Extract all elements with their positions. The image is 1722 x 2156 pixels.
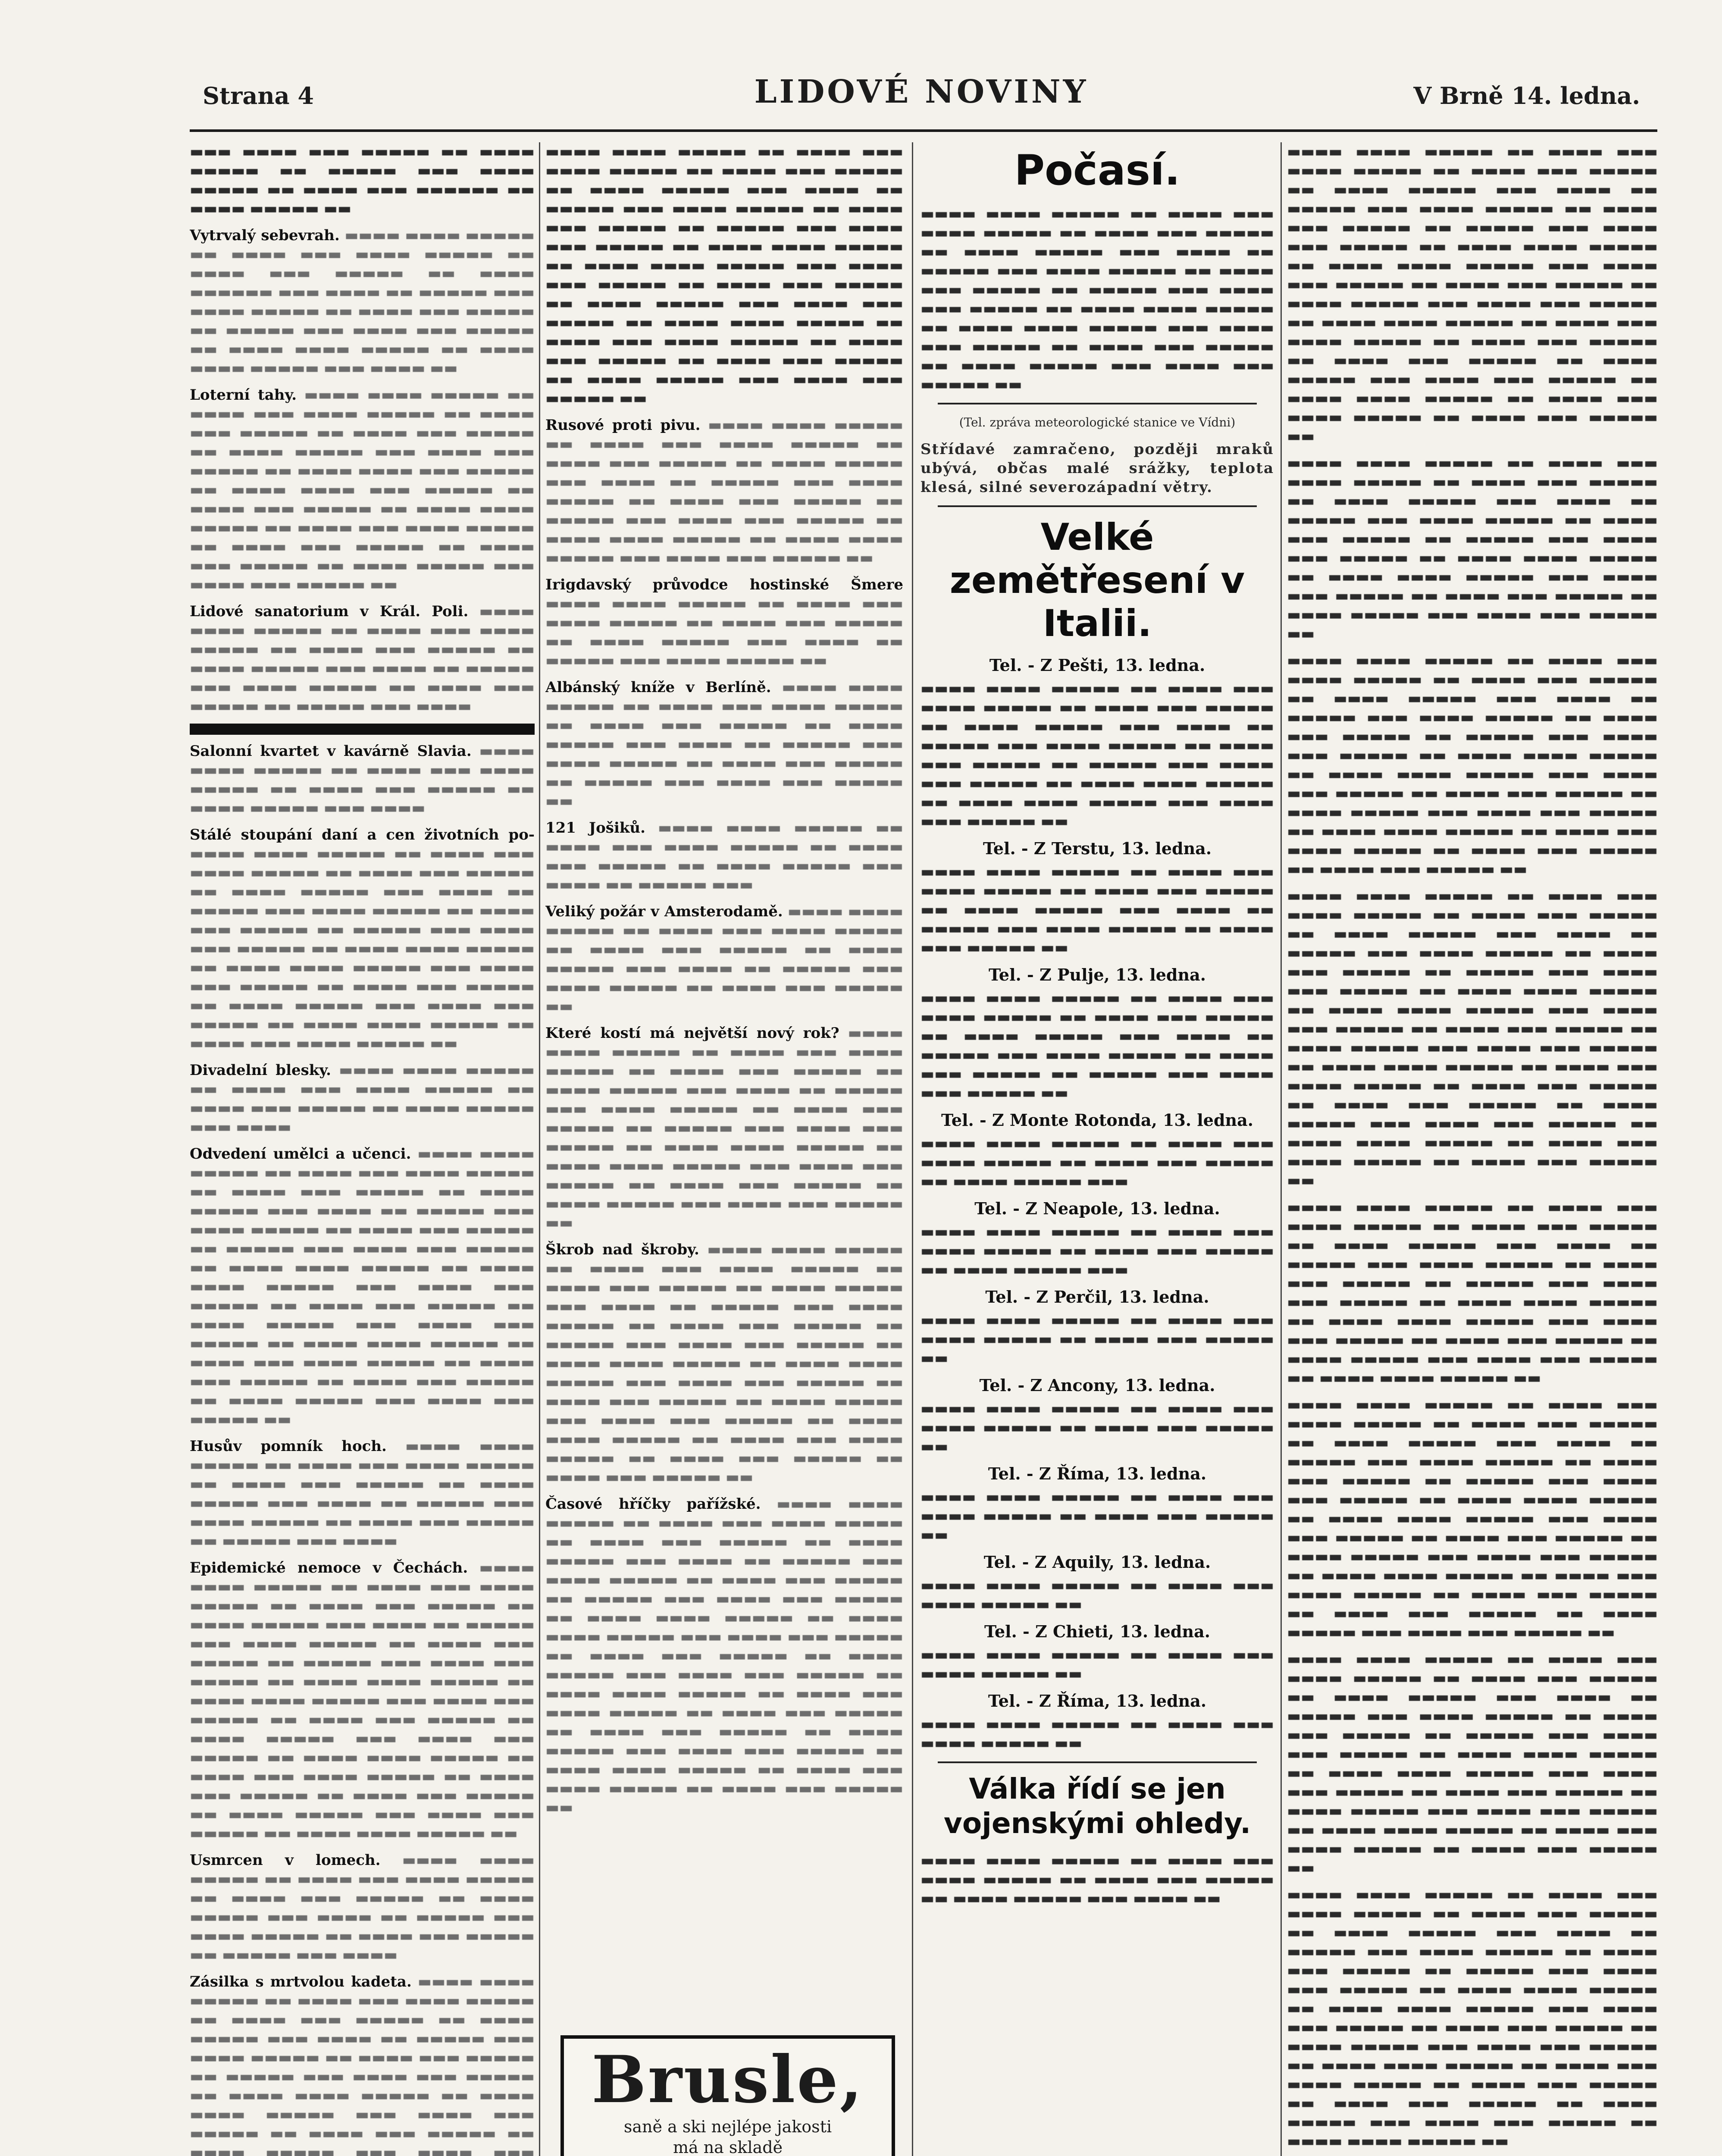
column-divider bbox=[1281, 142, 1282, 2156]
separator-rule bbox=[938, 1761, 1257, 1763]
article-kicker: Odvedení umělci a učenci. bbox=[190, 1145, 411, 1163]
body-text: ▬▬▬▬ ▬▬▬▬ ▬▬▬▬▬ ▬▬ ▬▬▬▬ ▬▬▬ ▬▬▬▬ ▬▬▬▬▬ ▬▬ bbox=[920, 1646, 1274, 1683]
advertisement-box bbox=[560, 2035, 895, 2156]
article-kicker: Loterní tahy. bbox=[190, 386, 297, 404]
body-text: ▬▬▬▬ ▬▬▬▬ ▬▬▬▬▬ ▬▬ ▬▬▬▬ ▬▬▬ ▬▬▬▬ ▬▬▬▬▬ ▬▬ ▬▬▬▬ ▬▬▬ ▬▬▬▬▬ ▬▬ ▬▬▬▬ ▬▬▬▬▬ ▬▬▬ ▬▬▬▬ ▬▬ ▬▬▬▬▬ ▬▬▬ ▬▬▬▬ ▬▬▬▬▬ ▬▬ ▬▬▬▬ ▬▬▬ ▬▬▬▬▬ ▬▬ ▬▬▬▬▬ ▬▬▬ ▬▬▬▬ ▬▬▬ ▬▬▬▬▬ ▬▬ ▬▬▬▬ ▬▬▬▬ ▬▬▬▬▬ ▬▬ ▬▬▬▬ ▬▬▬▬ ▬▬▬▬▬ ▬▬▬ ▬▬▬▬ ▬▬▬ ▬▬▬▬▬ ▬▬ ▬▬▬▬ ▬▬▬ ▬▬▬▬▬ ▬▬ ▬▬▬▬ ▬▬▬▬▬ ▬▬▬ ▬▬▬▬ ▬▬▬ ▬▬▬▬▬ ▬▬ ▬▬▬▬ ▬▬▬▬ ▬▬▬▬▬ ▬▬ ▬▬▬▬ ▬▬▬ ▬▬▬▬ ▬▬▬▬▬ ▬▬ ▬▬▬▬ ▬▬▬ ▬▬▬▬▬ ▬▬ bbox=[1287, 1651, 1658, 1877]
body-text: ▬▬▬▬ ▬▬▬▬ ▬▬▬▬▬ ▬▬ ▬▬▬▬ ▬▬▬ ▬▬▬▬ ▬▬▬▬▬ ▬▬ ▬▬▬▬ ▬▬▬ ▬▬▬▬▬ ▬▬ ▬▬▬▬ ▬▬▬▬▬ ▬▬▬ ▬▬▬▬ ▬▬ ▬▬▬▬▬ ▬▬▬ ▬▬▬▬ ▬▬▬▬▬ ▬▬ ▬▬▬▬ ▬▬▬ ▬▬▬▬▬ ▬▬ bbox=[920, 863, 1274, 956]
article: Lidové sanatorium v Král. Poli. ▬▬▬▬ ▬▬▬▬ ▬▬▬▬▬ ▬▬ ▬▬▬▬ ▬▬▬ ▬▬▬▬ ▬▬▬▬▬ ▬▬ ▬▬▬▬ ▬▬▬ ▬▬▬▬▬ ▬▬ ▬▬▬▬ ▬▬▬▬▬ ▬▬▬ ▬▬▬▬ ▬▬ ▬▬▬▬▬ ▬▬▬ ▬▬▬▬ ▬▬▬▬▬ ▬▬ ▬▬▬▬ ▬▬▬ ▬▬▬▬▬ ▬▬ ▬▬▬▬▬ ▬▬▬ ▬▬▬▬ bbox=[190, 603, 535, 715]
body-text: ▬▬▬▬ ▬▬▬▬ ▬▬▬▬▬ ▬▬ ▬▬▬▬ ▬▬▬ ▬▬▬▬ ▬▬▬▬▬ ▬▬ ▬▬▬▬ ▬▬▬ ▬▬▬▬▬ ▬▬ ▬▬▬▬ ▬▬▬▬▬ ▬▬▬ ▬▬▬▬ ▬▬ ▬▬▬▬▬ ▬▬▬ ▬▬▬▬ ▬▬▬▬▬ ▬▬ ▬▬▬▬ ▬▬▬ ▬▬▬▬▬ ▬▬ ▬▬▬▬▬ ▬▬▬ ▬▬▬▬ ▬▬▬ ▬▬▬▬▬ ▬▬ ▬▬▬▬ ▬▬▬▬ ▬▬▬▬▬ ▬▬ ▬▬▬▬ ▬▬▬▬ ▬▬▬▬▬ ▬▬▬ ▬▬▬▬ ▬▬▬ ▬▬▬▬▬ ▬▬ ▬▬▬▬ ▬▬▬ ▬▬▬▬▬ ▬▬ ▬▬▬▬ ▬▬▬▬▬ ▬▬▬ ▬▬▬▬ ▬▬▬ ▬▬▬▬▬ ▬▬ ▬▬▬▬ ▬▬▬▬ ▬▬▬▬▬ ▬▬ ▬▬▬▬ ▬▬▬ ▬▬▬▬ ▬▬▬▬▬ ▬▬ ▬▬▬▬ ▬▬▬ ▬▬▬▬▬ ▬▬ ▬▬▬▬ ▬▬▬ ▬▬▬▬▬ ▬▬ bbox=[1287, 652, 1658, 878]
article: Časové hříčky pařížské. ▬▬▬▬ ▬▬▬▬ ▬▬▬▬▬ ▬▬ ▬▬▬▬ ▬▬▬ ▬▬▬▬ ▬▬▬▬▬ ▬▬ ▬▬▬▬ ▬▬▬ ▬▬▬▬▬ ▬▬ ▬▬▬▬ ▬▬▬▬▬ ▬▬▬ ▬▬▬▬ ▬▬ ▬▬▬▬▬ ▬▬▬ ▬▬▬▬ ▬▬▬▬▬ ▬▬ ▬▬▬▬ ▬▬▬ ▬▬▬▬▬ ▬▬ ▬▬▬▬▬ ▬▬▬ ▬▬▬▬ ▬▬▬ ▬▬▬▬▬ ▬▬ ▬▬▬▬ ▬▬▬▬ ▬▬▬▬▬ ▬▬ ▬▬▬▬ ▬▬▬▬ ▬▬▬▬▬ ▬▬▬ ▬▬▬▬ ▬▬▬ ▬▬▬▬▬ ▬▬ ▬▬▬▬ ▬▬▬ ▬▬▬▬▬ ▬▬ ▬▬▬▬ ▬▬▬▬▬ ▬▬▬ ▬▬▬▬ ▬▬▬ ▬▬▬▬▬ ▬▬ ▬▬▬▬ ▬▬▬▬ ▬▬▬▬▬ ▬▬ ▬▬▬▬ ▬▬▬ ▬▬▬▬ ▬▬▬▬▬ ▬▬ ▬▬▬▬ ▬▬▬ ▬▬▬▬▬ ▬▬ ▬▬▬▬ ▬▬▬ ▬▬▬▬▬ ▬▬ ▬▬▬▬ ▬▬▬▬▬ ▬▬▬ ▬▬▬▬ ▬▬▬ ▬▬▬▬▬ ▬▬ ▬▬▬▬ ▬▬▬▬ ▬▬▬▬▬ ▬▬ ▬▬▬▬ ▬▬▬ ▬▬▬▬ ▬▬▬▬▬ ▬▬ ▬▬▬▬ ▬▬▬ ▬▬▬▬▬ ▬▬ bbox=[545, 1495, 903, 1816]
article: Albánský kníže v Berlíně. ▬▬▬▬ ▬▬▬▬ ▬▬▬▬▬ ▬▬ ▬▬▬▬ ▬▬▬ ▬▬▬▬ ▬▬▬▬▬ ▬▬ ▬▬▬▬ ▬▬▬ ▬▬▬▬▬ ▬▬ ▬▬▬▬ ▬▬▬▬▬ ▬▬▬ ▬▬▬▬ ▬▬ ▬▬▬▬▬ ▬▬▬ ▬▬▬▬ ▬▬▬▬▬ ▬▬ ▬▬▬▬ ▬▬▬ ▬▬▬▬▬ ▬▬ ▬▬▬▬▬ ▬▬▬ ▬▬▬▬ ▬▬▬ ▬▬▬▬▬ ▬▬ bbox=[545, 679, 903, 810]
separator-rule bbox=[938, 403, 1257, 404]
column-1 bbox=[190, 142, 535, 2156]
body-text: ▬▬▬▬ ▬▬▬▬ ▬▬▬▬▬ ▬▬ ▬▬▬▬ ▬▬▬ ▬▬▬▬ ▬▬▬▬▬ ▬▬ ▬▬▬▬ ▬▬▬ ▬▬▬▬▬ ▬▬ bbox=[920, 1489, 1274, 1544]
article-kicker: Škrob nad škroby. bbox=[545, 1241, 699, 1258]
article: Zásilka s mrtvolou kadeta. ▬▬▬▬ ▬▬▬▬ ▬▬▬▬▬ ▬▬ ▬▬▬▬ ▬▬▬ ▬▬▬▬ ▬▬▬▬▬ ▬▬ ▬▬▬▬ ▬▬▬ ▬▬▬▬▬ ▬▬ ▬▬▬▬ ▬▬▬▬▬ ▬▬▬ ▬▬▬▬ ▬▬ ▬▬▬▬▬ ▬▬▬ ▬▬▬▬ ▬▬▬▬▬ ▬▬ ▬▬▬▬ ▬▬▬ ▬▬▬▬▬ ▬▬ ▬▬▬▬▬ ▬▬▬ ▬▬▬▬ ▬▬▬ ▬▬▬▬▬ ▬▬ ▬▬▬▬ ▬▬▬▬ ▬▬▬▬▬ ▬▬ ▬▬▬▬ ▬▬▬▬ ▬▬▬▬▬ ▬▬▬ ▬▬▬▬ ▬▬▬ ▬▬▬▬▬ ▬▬ ▬▬▬▬ ▬▬▬ ▬▬▬▬▬ ▬▬ ▬▬▬▬ ▬▬▬▬▬ ▬▬▬ ▬▬▬▬ ▬▬▬ bbox=[190, 1973, 535, 2156]
header-rule bbox=[190, 129, 1657, 132]
article: Odvedení umělci a učenci. ▬▬▬▬ ▬▬▬▬ ▬▬▬▬▬ ▬▬ ▬▬▬▬ ▬▬▬ ▬▬▬▬ ▬▬▬▬▬ ▬▬ ▬▬▬▬ ▬▬▬ ▬▬▬▬▬ ▬▬ ▬▬▬▬ ▬▬▬▬▬ ▬▬▬ ▬▬▬▬ ▬▬ ▬▬▬▬▬ ▬▬▬ ▬▬▬▬ ▬▬▬▬▬ ▬▬ ▬▬▬▬ ▬▬▬ ▬▬▬▬▬ ▬▬ ▬▬▬▬▬ ▬▬▬ ▬▬▬▬ ▬▬▬ ▬▬▬▬▬ ▬▬ ▬▬▬▬ ▬▬▬▬ ▬▬▬▬▬ ▬▬ ▬▬▬▬ ▬▬▬▬ ▬▬▬▬▬ ▬▬▬ ▬▬▬▬ ▬▬▬ ▬▬▬▬▬ ▬▬ ▬▬▬▬ ▬▬▬ ▬▬▬▬▬ ▬▬ ▬▬▬▬ ▬▬▬▬▬ ▬▬▬ ▬▬▬▬ ▬▬▬ ▬▬▬▬▬ ▬▬ ▬▬▬▬ ▬▬▬▬ ▬▬▬▬▬ ▬▬ ▬▬▬▬ ▬▬▬ ▬▬▬▬ ▬▬▬▬▬ ▬▬ ▬▬▬▬ ▬▬▬ ▬▬▬▬▬ ▬▬ ▬▬▬▬ ▬▬▬ ▬▬▬▬▬ ▬▬ ▬▬▬▬ ▬▬▬▬▬ ▬▬▬ ▬▬▬▬ ▬▬▬ ▬▬▬▬▬ ▬▬ bbox=[190, 1145, 535, 1428]
body-text: ▬▬▬▬ ▬▬▬▬ ▬▬▬▬▬ ▬▬ ▬▬▬▬ ▬▬▬ ▬▬▬▬ ▬▬▬▬▬ ▬▬ ▬▬▬▬ ▬▬▬ ▬▬▬▬▬ ▬▬ ▬▬▬▬ ▬▬▬▬▬ ▬▬▬ ▬▬▬▬ ▬▬ ▬▬▬▬▬ ▬▬▬ ▬▬▬▬ ▬▬▬▬▬ ▬▬ ▬▬▬▬ ▬▬▬ ▬▬▬▬▬ ▬▬ ▬▬▬▬▬ ▬▬▬ ▬▬▬▬ ▬▬▬ ▬▬▬▬▬ ▬▬ ▬▬▬▬ ▬▬▬▬ ▬▬▬▬▬ ▬▬ ▬▬▬▬ ▬▬▬▬ ▬▬▬▬▬ ▬▬▬ ▬▬▬▬ ▬▬▬ ▬▬▬▬▬ ▬▬ ▬▬▬▬ ▬▬▬ ▬▬▬▬▬ ▬▬ ▬▬▬▬ ▬▬▬▬▬ ▬▬▬ ▬▬▬▬ ▬▬▬ ▬▬▬▬▬ ▬▬ ▬▬▬▬ ▬▬▬▬ ▬▬▬▬▬ ▬▬ ▬▬▬▬ ▬▬▬ ▬▬▬▬ ▬▬▬▬▬ ▬▬ ▬▬▬▬ ▬▬▬ ▬▬▬▬▬ ▬▬ ▬▬▬▬ ▬▬▬ ▬▬▬▬▬ ▬▬ ▬▬▬▬ ▬▬▬▬▬ ▬▬▬ ▬▬▬▬ ▬▬▬ ▬▬▬▬▬ ▬▬ bbox=[545, 143, 903, 407]
news-dateline: Tel. - Z Pešti, 13. ledna. bbox=[989, 655, 1205, 675]
article: Vytrvalý sebevrah. ▬▬▬▬ ▬▬▬▬ ▬▬▬▬▬ ▬▬ ▬▬▬▬ ▬▬▬ ▬▬▬▬ ▬▬▬▬▬ ▬▬ ▬▬▬▬ ▬▬▬ ▬▬▬▬▬ ▬▬ ▬▬▬▬ ▬▬▬▬▬▬ ▬▬▬ ▬▬▬▬ ▬▬ ▬▬▬▬▬ ▬▬▬ ▬▬▬▬ ▬▬▬▬▬ ▬▬ ▬▬▬▬ ▬▬▬ ▬▬▬▬▬ ▬▬ ▬▬▬▬▬ ▬▬▬ ▬▬▬▬ ▬▬▬ ▬▬▬▬▬ ▬▬ ▬▬▬▬ ▬▬▬▬ ▬▬▬▬▬ ▬▬ ▬▬▬▬ ▬▬▬▬ ▬▬▬▬▬ ▬▬▬ ▬▬▬▬ ▬▬ bbox=[190, 227, 535, 377]
news-dateline: Tel. - Z Neapole, 13. ledna. bbox=[974, 1199, 1220, 1218]
article-kicker: Husův pomník hoch. bbox=[190, 1438, 387, 1455]
column-2 bbox=[545, 142, 903, 2156]
news-dateline: Tel. - Z Říma, 13. ledna. bbox=[988, 1464, 1207, 1483]
weather-station: (Tel. zpráva meteorologické stanice ve Vídni) bbox=[959, 415, 1236, 429]
body-text: ▬▬▬▬ ▬▬▬▬ ▬▬▬▬▬ ▬▬ ▬▬▬▬ ▬▬▬ ▬▬▬▬ ▬▬▬▬▬ ▬▬ ▬▬▬▬ ▬▬▬ ▬▬▬▬▬ ▬▬ bbox=[920, 1312, 1274, 1367]
body-text: ▬▬▬▬ ▬▬▬▬ ▬▬▬▬▬ ▬▬ ▬▬▬▬ ▬▬▬ ▬▬▬▬ ▬▬▬▬▬ ▬▬ ▬▬▬▬ ▬▬▬ ▬▬▬▬▬ ▬▬ ▬▬▬▬ ▬▬▬▬▬ ▬▬▬ bbox=[920, 1223, 1274, 1279]
page-header bbox=[203, 65, 1640, 112]
weather-forecast: Střídavé zamračeno, později mraků ubývá, občas malé srážky, teplota klesá, silné severozápadní větry. bbox=[920, 441, 1274, 496]
column-divider bbox=[539, 142, 540, 2156]
article: 121 Jošiků. ▬▬▬▬ ▬▬▬▬ ▬▬▬▬▬ ▬▬ ▬▬▬▬ ▬▬▬ ▬▬▬▬ ▬▬▬▬▬ ▬▬ ▬▬▬▬ ▬▬▬ ▬▬▬▬▬ ▬▬ ▬▬▬▬ ▬▬▬▬▬ ▬▬▬ ▬▬▬▬ ▬▬ ▬▬▬▬▬ ▬▬▬ bbox=[545, 819, 903, 893]
body-text: ▬▬▬▬ ▬▬▬▬ ▬▬▬▬▬ ▬▬ ▬▬▬▬ ▬▬▬ ▬▬▬▬ ▬▬▬▬▬ ▬▬ ▬▬▬▬ ▬▬▬ ▬▬▬▬▬ ▬▬ ▬▬▬▬ ▬▬▬▬▬ ▬▬▬ ▬▬▬▬ ▬▬ ▬▬▬▬▬ ▬▬▬ ▬▬▬▬ ▬▬▬▬▬ ▬▬ ▬▬▬▬ ▬▬▬ ▬▬▬▬▬ ▬▬ ▬▬▬▬▬ ▬▬▬ ▬▬▬▬ ▬▬▬ ▬▬▬▬▬ ▬▬ ▬▬▬▬ ▬▬▬▬ ▬▬▬▬▬ ▬▬ ▬▬▬▬ ▬▬▬▬ ▬▬▬▬▬ ▬▬▬ ▬▬▬▬ ▬▬▬ ▬▬▬▬▬ ▬▬ ▬▬▬▬ ▬▬▬ ▬▬▬▬▬ ▬▬ ▬▬▬▬ ▬▬▬▬▬ ▬▬▬ ▬▬▬▬ ▬▬▬ ▬▬▬▬▬ ▬▬ ▬▬▬▬ ▬▬▬▬ ▬▬▬▬▬ ▬▬ bbox=[1287, 1199, 1658, 1387]
article-kicker: Veliký požár v Amsterodamě. bbox=[545, 903, 783, 920]
body-text: ▬▬▬▬ ▬▬▬▬ ▬▬▬▬▬ ▬▬ ▬▬▬▬ ▬▬▬ ▬▬▬▬ ▬▬▬▬▬ ▬▬ ▬▬▬▬ ▬▬▬ ▬▬▬▬▬ ▬▬ ▬▬▬▬ ▬▬▬▬▬ ▬▬▬ ▬▬▬▬ ▬▬ ▬▬▬▬▬ ▬▬▬ ▬▬▬▬ ▬▬▬▬▬ ▬▬ ▬▬▬▬ ▬▬▬ ▬▬▬▬▬ ▬▬ ▬▬▬▬▬ ▬▬▬ ▬▬▬▬ ▬▬▬ ▬▬▬▬▬ ▬▬ ▬▬▬▬ ▬▬▬▬ ▬▬▬▬▬ ▬▬ ▬▬▬▬ ▬▬▬▬ ▬▬▬▬▬ ▬▬▬ ▬▬▬▬ ▬▬▬ ▬▬▬▬▬ ▬▬ ▬▬▬▬ ▬▬▬ ▬▬▬▬▬ ▬▬ ▬▬▬▬ ▬▬▬▬▬ ▬▬▬ ▬▬▬▬ ▬▬▬ ▬▬▬▬▬ ▬▬ bbox=[920, 205, 1274, 393]
column-4 bbox=[1287, 142, 1658, 2156]
war-headline: Válka řídí se jen vojenskými ohledy. bbox=[943, 1772, 1251, 1840]
article-kicker: Divadelní blesky. bbox=[190, 1062, 332, 1079]
article: Usmrcen v lomech. ▬▬▬▬ ▬▬▬▬ ▬▬▬▬▬ ▬▬ ▬▬▬▬ ▬▬▬ ▬▬▬▬ ▬▬▬▬▬ ▬▬ ▬▬▬▬ ▬▬▬ ▬▬▬▬▬ ▬▬ ▬▬▬▬ ▬▬▬▬▬ ▬▬▬ ▬▬▬▬ ▬▬ ▬▬▬▬▬ ▬▬▬ ▬▬▬▬ ▬▬▬▬▬ ▬▬ ▬▬▬▬ ▬▬▬ ▬▬▬▬▬ ▬▬ ▬▬▬▬▬ ▬▬▬ ▬▬▬▬ bbox=[190, 1852, 535, 1964]
separator-bar bbox=[190, 724, 535, 735]
news-dateline: Tel. - Z Chieti, 13. ledna. bbox=[984, 1622, 1210, 1641]
article: Loterní tahy. ▬▬▬▬ ▬▬▬▬ ▬▬▬▬▬ ▬▬ ▬▬▬▬ ▬▬▬ ▬▬▬▬ ▬▬▬▬▬ ▬▬ ▬▬▬▬ ▬▬▬ ▬▬▬▬▬ ▬▬ ▬▬▬▬ ▬▬▬ ▬▬▬▬▬ ▬▬ ▬▬▬▬ ▬▬▬▬▬ ▬▬▬ ▬▬▬▬ ▬▬▬ ▬▬▬▬▬ ▬▬ ▬▬▬▬ ▬▬▬▬ ▬▬▬ ▬▬▬▬▬ ▬▬ ▬▬▬▬ ▬▬▬▬ ▬▬▬ ▬▬▬▬▬ ▬▬ ▬▬▬▬ ▬▬▬ ▬▬▬▬▬ ▬▬ ▬▬▬▬ ▬▬▬▬ ▬▬▬▬▬ ▬▬ ▬▬▬▬ ▬▬▬ ▬▬▬▬ ▬▬▬▬▬ ▬▬ ▬▬▬▬ ▬▬▬ ▬▬▬▬▬ ▬▬ ▬▬▬▬ ▬▬▬ ▬▬▬▬▬ ▬▬ ▬▬▬▬ ▬▬▬▬▬ ▬▬▬ ▬▬▬▬ ▬▬▬ ▬▬▬▬▬ ▬▬ bbox=[190, 386, 535, 593]
body-text: ▬▬▬▬ ▬▬▬▬ ▬▬▬▬▬ ▬▬ ▬▬▬▬ ▬▬▬ ▬▬▬▬ ▬▬▬▬▬ ▬▬ ▬▬▬▬ ▬▬▬ ▬▬▬▬▬ ▬▬ ▬▬▬▬ ▬▬▬▬▬ ▬▬▬ ▬▬▬▬ ▬▬ ▬▬▬▬▬ ▬▬▬ ▬▬▬▬ ▬▬▬▬▬ ▬▬ ▬▬▬▬ ▬▬▬ ▬▬▬▬▬ ▬▬ ▬▬▬▬▬ ▬▬▬ ▬▬▬▬ ▬▬▬ ▬▬▬▬▬ ▬▬ ▬▬▬▬ ▬▬▬▬ ▬▬▬▬▬ ▬▬ ▬▬▬▬ ▬▬▬▬ ▬▬▬▬▬ ▬▬▬ ▬▬▬▬ ▬▬▬ ▬▬▬▬▬ ▬▬ bbox=[920, 680, 1274, 830]
body-text: ▬▬▬▬ ▬▬▬▬ ▬▬▬▬▬ ▬▬ ▬▬▬▬ ▬▬▬ ▬▬▬▬ ▬▬▬▬▬ ▬▬ ▬▬▬▬ ▬▬▬ ▬▬▬▬▬ ▬▬ ▬▬▬▬ ▬▬▬▬▬ ▬▬▬ ▬▬▬▬ ▬▬ ▬▬▬▬▬ ▬▬▬ ▬▬▬▬ ▬▬▬▬▬ ▬▬ ▬▬▬▬ ▬▬▬ ▬▬▬▬▬ ▬▬ ▬▬▬▬▬ ▬▬▬ ▬▬▬▬ ▬▬▬ ▬▬▬▬▬ ▬▬ ▬▬▬▬ ▬▬▬▬ ▬▬▬▬▬ ▬▬ ▬▬▬▬ ▬▬▬▬ ▬▬▬▬▬ ▬▬▬ ▬▬▬▬ ▬▬▬ ▬▬▬▬▬ ▬▬ ▬▬▬▬ ▬▬▬ ▬▬▬▬▬ ▬▬ ▬▬▬▬ ▬▬▬▬▬ ▬▬▬ ▬▬▬▬ ▬▬▬ ▬▬▬▬▬ ▬▬ ▬▬▬▬ ▬▬▬▬ ▬▬▬▬▬ ▬▬ ▬▬▬▬ ▬▬▬ ▬▬▬▬ ▬▬▬▬▬ ▬▬ ▬▬▬▬ ▬▬▬ ▬▬▬▬▬ ▬▬ ▬▬▬▬ ▬▬▬ ▬▬▬▬▬ ▬▬ ▬▬▬▬ ▬▬▬▬▬ ▬▬▬ ▬▬▬▬ ▬▬▬ ▬▬▬▬▬ ▬▬ ▬▬▬▬ ▬▬▬▬ ▬▬▬▬▬ ▬▬ ▬▬▬▬ ▬▬▬ ▬▬▬▬ ▬▬▬▬▬ ▬▬ ▬▬▬▬ ▬▬▬ ▬▬▬▬▬ ▬▬ bbox=[1287, 887, 1658, 1189]
article: Které kostí má největší nový rok? ▬▬▬▬ ▬▬▬▬ ▬▬▬▬▬ ▬▬ ▬▬▬▬ ▬▬▬ ▬▬▬▬ ▬▬▬▬▬ ▬▬ ▬▬▬▬ ▬▬▬ ▬▬▬▬▬ ▬▬ ▬▬▬▬ ▬▬▬▬▬ ▬▬▬ ▬▬▬▬ ▬▬ ▬▬▬▬▬ ▬▬▬ ▬▬▬▬ ▬▬▬▬▬ ▬▬ ▬▬▬▬ ▬▬▬ ▬▬▬▬▬ ▬▬ ▬▬▬▬▬ ▬▬▬ ▬▬▬▬ ▬▬▬ ▬▬▬▬▬ ▬▬ ▬▬▬▬ ▬▬▬▬ ▬▬▬▬▬ ▬▬ ▬▬▬▬ ▬▬▬▬ ▬▬▬▬▬ ▬▬▬ ▬▬▬▬ ▬▬▬ ▬▬▬▬▬ ▬▬ ▬▬▬▬ ▬▬▬ ▬▬▬▬▬ ▬▬ ▬▬▬▬ ▬▬▬▬▬ ▬▬▬ ▬▬▬▬ ▬▬▬ ▬▬▬▬▬ ▬▬ bbox=[545, 1025, 903, 1232]
news-dateline: Tel. - Z Pulje, 13. ledna. bbox=[989, 965, 1206, 984]
body-text: ▬▬▬▬ ▬▬▬▬ ▬▬▬▬▬ ▬▬ ▬▬▬▬ ▬▬▬ ▬▬▬▬ ▬▬▬▬▬ ▬▬ ▬▬▬▬ ▬▬▬ ▬▬▬▬▬ ▬▬ ▬▬▬▬ ▬▬▬▬▬ ▬▬▬ ▬▬▬▬ ▬▬ ▬▬▬▬▬ ▬▬▬ ▬▬▬▬ ▬▬▬▬▬ ▬▬ ▬▬▬▬ ▬▬▬ ▬▬▬▬▬ ▬▬ ▬▬▬▬▬ ▬▬▬ ▬▬▬▬ ▬▬▬ ▬▬▬▬▬ ▬▬ ▬▬▬▬ ▬▬▬▬ ▬▬▬▬▬ ▬▬ ▬▬▬▬ ▬▬▬▬ ▬▬▬▬▬ ▬▬▬ ▬▬▬▬ ▬▬▬ ▬▬▬▬▬ ▬▬ ▬▬▬▬ ▬▬▬ ▬▬▬▬▬ ▬▬ ▬▬▬▬ ▬▬▬▬▬ ▬▬▬ ▬▬▬▬ ▬▬▬ ▬▬▬▬▬ ▬▬ bbox=[1287, 454, 1658, 642]
article-kicker: Stálé stoupání daní a cen životních po- bbox=[190, 826, 535, 843]
ad-brand: Brusle, bbox=[592, 2042, 864, 2118]
body-text: ▬▬▬▬ ▬▬▬▬ ▬▬▬▬▬ ▬▬ ▬▬▬▬ ▬▬▬ ▬▬▬▬ ▬▬▬▬▬ ▬▬ ▬▬▬▬ ▬▬▬ ▬▬▬▬▬ ▬▬ ▬▬▬▬ ▬▬▬▬▬ ▬▬▬ ▬▬▬▬ ▬▬ ▬▬▬▬▬ ▬▬▬ ▬▬▬▬ ▬▬▬▬▬ ▬▬ ▬▬▬▬ ▬▬▬ ▬▬▬▬▬ ▬▬ ▬▬▬▬▬ ▬▬▬ ▬▬▬▬ ▬▬▬ ▬▬▬▬▬ ▬▬ bbox=[920, 990, 1274, 1102]
issue-dateline: V Brně 14. ledna. bbox=[1413, 82, 1640, 110]
article-kicker: Lidové sanatorium v Král. Poli. bbox=[190, 603, 469, 620]
body-text: ▬▬▬▬ ▬▬▬▬ ▬▬▬▬▬ ▬▬ ▬▬▬▬ ▬▬▬ ▬▬▬▬ ▬▬▬▬▬ ▬▬ ▬▬▬▬ ▬▬▬ ▬▬▬▬▬ ▬▬ ▬▬▬▬ ▬▬▬▬▬ ▬▬▬ ▬▬▬▬ ▬▬ ▬▬▬▬▬ ▬▬▬ ▬▬▬▬ ▬▬▬▬▬ ▬▬ ▬▬▬▬ ▬▬▬ ▬▬▬▬▬ ▬▬ ▬▬▬▬▬ ▬▬▬ ▬▬▬▬ ▬▬▬ ▬▬▬▬▬ ▬▬ ▬▬▬▬ ▬▬▬▬ ▬▬▬▬▬ ▬▬ ▬▬▬▬ ▬▬▬▬ ▬▬▬▬▬ ▬▬▬ ▬▬▬▬ ▬▬▬ ▬▬▬▬▬ ▬▬ ▬▬▬▬ ▬▬▬ ▬▬▬▬▬ ▬▬ ▬▬▬▬ ▬▬▬▬▬ ▬▬▬ ▬▬▬▬ ▬▬▬ ▬▬▬▬▬ ▬▬ ▬▬▬▬ ▬▬▬▬ ▬▬▬▬▬ ▬▬ ▬▬▬▬ ▬▬▬ ▬▬▬▬ ▬▬▬▬▬ ▬▬ ▬▬▬▬ ▬▬▬ ▬▬▬▬▬ ▬▬ ▬▬▬▬ ▬▬▬ ▬▬▬▬▬ ▬▬ ▬▬▬▬ ▬▬▬▬▬ ▬▬▬ ▬▬▬▬ ▬▬▬ ▬▬▬▬▬ ▬▬ bbox=[1287, 1396, 1658, 1641]
weather-headline: Počasí. bbox=[1014, 146, 1180, 194]
body-text: ▬▬▬ ▬▬▬▬ ▬▬▬ ▬▬▬▬▬ ▬▬ ▬▬▬▬ ▬▬▬▬▬ ▬▬ ▬▬▬▬▬ ▬▬▬ ▬▬▬▬ ▬▬▬▬▬ ▬▬ ▬▬▬▬ ▬▬▬ ▬▬▬▬▬▬ ▬▬ ▬▬▬▬ ▬▬▬▬▬ ▬▬ bbox=[190, 143, 535, 217]
column-3 bbox=[920, 142, 1274, 2156]
news-dateline: Tel. - Z Ancony, 13. ledna. bbox=[979, 1376, 1215, 1395]
article-kicker: Zásilka s mrtvolou kadeta. bbox=[190, 1973, 412, 1990]
article-kicker: Epidemické nemoce v Čechách. bbox=[190, 1559, 468, 1576]
article-kicker: 121 Jošiků. bbox=[545, 819, 645, 837]
body-text: ▬▬▬▬ ▬▬▬▬ ▬▬▬▬▬ ▬▬ ▬▬▬▬ ▬▬▬ ▬▬▬▬ ▬▬▬▬▬ ▬▬ ▬▬▬▬ ▬▬▬ ▬▬▬▬▬ ▬▬ ▬▬▬▬ ▬▬▬▬▬ ▬▬▬ bbox=[920, 1135, 1274, 1190]
article: Škrob nad škroby. ▬▬▬▬ ▬▬▬▬ ▬▬▬▬▬ ▬▬ ▬▬▬▬ ▬▬▬ ▬▬▬▬ ▬▬▬▬▬ ▬▬ ▬▬▬▬ ▬▬▬ ▬▬▬▬▬ ▬▬ ▬▬▬▬ ▬▬▬▬▬ ▬▬▬ ▬▬▬▬ ▬▬ ▬▬▬▬▬ ▬▬▬ ▬▬▬▬ ▬▬▬▬▬ ▬▬ ▬▬▬▬ ▬▬▬ ▬▬▬▬▬ ▬▬ ▬▬▬▬▬ ▬▬▬ ▬▬▬▬ ▬▬▬ ▬▬▬▬▬ ▬▬ ▬▬▬▬ ▬▬▬▬ ▬▬▬▬▬ ▬▬ ▬▬▬▬ ▬▬▬▬ ▬▬▬▬▬ ▬▬▬ ▬▬▬▬ ▬▬▬ ▬▬▬▬▬ ▬▬ ▬▬▬▬ ▬▬▬ ▬▬▬▬▬ ▬▬ ▬▬▬▬ ▬▬▬▬▬ ▬▬▬ ▬▬▬▬ ▬▬▬ ▬▬▬▬▬ ▬▬ ▬▬▬▬ ▬▬▬▬ ▬▬▬▬▬ ▬▬ ▬▬▬▬ ▬▬▬ ▬▬▬▬ ▬▬▬▬▬ ▬▬ ▬▬▬▬ ▬▬▬ ▬▬▬▬▬ ▬▬ ▬▬▬▬ ▬▬▬ ▬▬▬▬▬ ▬▬ bbox=[545, 1241, 903, 1486]
article: Divadelní blesky. ▬▬▬▬ ▬▬▬▬ ▬▬▬▬▬ ▬▬ ▬▬▬▬ ▬▬▬ ▬▬▬▬ ▬▬▬▬▬ ▬▬ ▬▬▬▬ ▬▬▬ ▬▬▬▬▬ ▬▬ ▬▬▬▬ ▬▬▬▬▬ ▬▬▬ ▬▬▬▬ bbox=[190, 1062, 535, 1136]
masthead-title: LIDOVÉ NOVINY bbox=[754, 73, 1089, 110]
article: Husův pomník hoch. ▬▬▬▬ ▬▬▬▬ ▬▬▬▬▬ ▬▬ ▬▬▬▬ ▬▬▬ ▬▬▬▬ ▬▬▬▬▬ ▬▬ ▬▬▬▬ ▬▬▬ ▬▬▬▬▬ ▬▬ ▬▬▬▬ ▬▬▬▬▬ ▬▬▬ ▬▬▬▬ ▬▬ ▬▬▬▬▬ ▬▬▬ ▬▬▬▬ ▬▬▬▬▬ ▬▬ ▬▬▬▬ ▬▬▬ ▬▬▬▬▬ ▬▬ ▬▬▬▬▬ ▬▬▬ ▬▬▬▬ bbox=[190, 1438, 535, 1550]
earthquake-headline: Velké zemětřesení v Italii. bbox=[949, 516, 1245, 645]
body-text: ▬▬▬▬ ▬▬▬▬ ▬▬▬▬▬ ▬▬ ▬▬▬▬ ▬▬▬ ▬▬▬▬ ▬▬▬▬▬ ▬▬ ▬▬▬▬ ▬▬▬ ▬▬▬▬▬ ▬▬ bbox=[920, 1400, 1274, 1455]
body-text: ▬▬▬▬ ▬▬▬▬ ▬▬▬▬▬ ▬▬ ▬▬▬▬ ▬▬▬ ▬▬▬▬ ▬▬▬▬▬ ▬▬ bbox=[920, 1577, 1274, 1613]
body-text: ▬▬▬▬ ▬▬▬▬ ▬▬▬▬▬ ▬▬ ▬▬▬▬ ▬▬▬ ▬▬▬▬ ▬▬▬▬▬ ▬▬ ▬▬▬▬ ▬▬▬ ▬▬▬▬▬ ▬▬ ▬▬▬▬ ▬▬▬▬▬ ▬▬▬ ▬▬▬▬ ▬▬ ▬▬▬▬▬ ▬▬▬ ▬▬▬▬ ▬▬▬▬▬ ▬▬ ▬▬▬▬ ▬▬▬ ▬▬▬▬▬ ▬▬ ▬▬▬▬▬ ▬▬▬ ▬▬▬▬ ▬▬▬ ▬▬▬▬▬ ▬▬ ▬▬▬▬ ▬▬▬▬ ▬▬▬▬▬ ▬▬ ▬▬▬▬ ▬▬▬▬ ▬▬▬▬▬ ▬▬▬ ▬▬▬▬ ▬▬▬ ▬▬▬▬▬ ▬▬ ▬▬▬▬ ▬▬▬ ▬▬▬▬▬ ▬▬ ▬▬▬▬ ▬▬▬▬▬ ▬▬▬ ▬▬▬▬ ▬▬▬ ▬▬▬▬▬ ▬▬ ▬▬▬▬ ▬▬▬▬ ▬▬▬▬▬ ▬▬ ▬▬▬▬ ▬▬▬ ▬▬▬▬ ▬▬▬▬▬ ▬▬ ▬▬▬▬ ▬▬▬ ▬▬▬▬▬ ▬▬ ▬▬▬▬ ▬▬▬ ▬▬▬▬▬ ▬▬ ▬▬▬▬ ▬▬▬▬▬ ▬▬▬ ▬▬▬▬ ▬▬▬ ▬▬▬▬▬ ▬▬ ▬▬▬▬ ▬▬▬▬ ▬▬▬▬▬ ▬▬ ▬▬▬▬ ▬▬▬ ▬▬▬▬ ▬▬▬▬▬ ▬▬ ▬▬▬▬ ▬▬▬ ▬▬▬▬▬ ▬▬ bbox=[1287, 143, 1658, 445]
column-divider bbox=[912, 142, 913, 2156]
separator-rule bbox=[938, 505, 1257, 507]
article: Stálé stoupání daní a cen životních po- ▬▬▬▬ ▬▬▬▬ ▬▬▬▬▬ ▬▬ ▬▬▬▬ ▬▬▬ ▬▬▬▬ ▬▬▬▬▬ ▬▬ ▬▬▬▬ ▬▬▬ ▬▬▬▬▬ ▬▬ ▬▬▬▬ ▬▬▬▬▬ ▬▬▬ ▬▬▬▬ ▬▬ ▬▬▬▬▬ ▬▬▬ ▬▬▬▬ ▬▬▬▬▬ ▬▬ ▬▬▬▬ ▬▬▬ ▬▬▬▬▬ ▬▬ ▬▬▬▬▬ ▬▬▬ ▬▬▬▬ ▬▬▬ ▬▬▬▬▬ ▬▬ ▬▬▬▬ ▬▬▬▬ ▬▬▬▬▬ ▬▬ ▬▬▬▬ ▬▬▬▬ ▬▬▬▬▬ ▬▬▬ ▬▬▬▬ ▬▬▬ ▬▬▬▬▬ ▬▬ ▬▬▬▬ ▬▬▬ ▬▬▬▬▬ ▬▬ ▬▬▬▬ ▬▬▬▬▬ ▬▬▬ ▬▬▬▬ ▬▬▬ ▬▬▬▬▬ ▬▬ ▬▬▬▬ ▬▬▬▬ ▬▬▬▬▬ ▬▬ ▬▬▬▬ ▬▬▬ ▬▬▬▬ ▬▬▬▬▬ ▬▬ bbox=[190, 826, 535, 1052]
article-kicker: Albánský kníže v Berlíně. bbox=[545, 679, 771, 696]
article-kicker: Vytrvalý sebevrah. bbox=[190, 227, 340, 244]
news-dateline: Tel. - Z Říma, 13. ledna. bbox=[988, 1691, 1207, 1711]
news-dateline: Tel. - Z Terstu, 13. ledna. bbox=[983, 839, 1212, 858]
article-kicker: Které kostí má největší nový rok? bbox=[545, 1025, 839, 1042]
article: Rusové proti pivu. ▬▬▬▬ ▬▬▬▬ ▬▬▬▬▬ ▬▬ ▬▬▬▬ ▬▬▬ ▬▬▬▬ ▬▬▬▬▬ ▬▬ ▬▬▬▬ ▬▬▬ ▬▬▬▬▬ ▬▬ ▬▬▬▬ ▬▬▬▬▬ ▬▬▬ ▬▬▬▬ ▬▬ ▬▬▬▬▬ ▬▬▬ ▬▬▬▬ ▬▬▬▬▬ ▬▬ ▬▬▬▬ ▬▬▬ ▬▬▬▬▬ ▬▬ ▬▬▬▬▬ ▬▬▬ ▬▬▬▬ ▬▬▬ ▬▬▬▬▬ ▬▬ ▬▬▬▬ ▬▬▬▬ ▬▬▬▬▬ ▬▬ ▬▬▬▬ ▬▬▬▬ ▬▬▬▬▬ ▬▬▬ ▬▬▬▬ ▬▬▬ ▬▬▬▬▬ ▬▬ bbox=[545, 417, 903, 567]
article: Veliký požár v Amsterodamě. ▬▬▬▬ ▬▬▬▬ ▬▬▬▬▬ ▬▬ ▬▬▬▬ ▬▬▬ ▬▬▬▬ ▬▬▬▬▬ ▬▬ ▬▬▬▬ ▬▬▬ ▬▬▬▬▬ ▬▬ ▬▬▬▬ ▬▬▬▬▬ ▬▬▬ ▬▬▬▬ ▬▬ ▬▬▬▬▬ ▬▬▬ ▬▬▬▬ ▬▬▬▬▬ ▬▬ ▬▬▬▬ ▬▬▬ ▬▬▬▬▬ ▬▬ bbox=[545, 903, 903, 1015]
article-kicker: Usmrcen v lomech. bbox=[190, 1852, 381, 1869]
article: Salonní kvartet v kavárně Slavia. ▬▬▬▬ ▬▬▬▬ ▬▬▬▬▬ ▬▬ ▬▬▬▬ ▬▬▬ ▬▬▬▬ ▬▬▬▬▬ ▬▬ ▬▬▬▬ ▬▬▬ ▬▬▬▬▬ ▬▬ ▬▬▬▬ ▬▬▬▬▬ ▬▬▬ ▬▬▬▬ bbox=[190, 743, 535, 817]
ad-line: má na skladě bbox=[673, 2138, 783, 2156]
article: Irigdavský průvodce hostinské Šmere ▬▬▬▬ ▬▬▬▬ ▬▬▬▬▬ ▬▬ ▬▬▬▬ ▬▬▬ ▬▬▬▬ ▬▬▬▬▬ ▬▬ ▬▬▬▬ ▬▬▬ ▬▬▬▬▬ ▬▬ ▬▬▬▬ ▬▬▬▬▬ ▬▬▬ ▬▬▬▬ ▬▬ ▬▬▬▬▬ ▬▬▬ ▬▬▬▬ ▬▬▬▬▬ ▬▬ bbox=[545, 576, 903, 669]
article-kicker: Irigdavský průvodce hostinské Šmere bbox=[545, 576, 903, 593]
body-text: ▬▬▬▬ ▬▬▬▬ ▬▬▬▬▬ ▬▬ ▬▬▬▬ ▬▬▬ ▬▬▬▬ ▬▬▬▬▬ ▬▬ ▬▬▬▬ ▬▬▬ ▬▬▬▬▬ ▬▬ ▬▬▬▬ ▬▬▬▬▬ ▬▬▬ ▬▬▬▬ ▬▬ bbox=[920, 1852, 1274, 1907]
article-kicker: Rusové proti pivu. bbox=[545, 417, 701, 434]
news-dateline: Tel. - Z Monte Rotonda, 13. ledna. bbox=[941, 1110, 1254, 1130]
ad-line: saně a ski nejlépe jakosti bbox=[623, 2117, 832, 2136]
news-dateline: Tel. - Z Perčil, 13. ledna. bbox=[985, 1287, 1209, 1307]
article: Epidemické nemoce v Čechách. ▬▬▬▬ ▬▬▬▬ ▬▬▬▬▬ ▬▬ ▬▬▬▬ ▬▬▬ ▬▬▬▬ ▬▬▬▬▬ ▬▬ ▬▬▬▬ ▬▬▬ ▬▬▬▬▬ ▬▬ ▬▬▬▬ ▬▬▬▬▬ ▬▬▬ ▬▬▬▬ ▬▬ ▬▬▬▬▬ ▬▬▬ ▬▬▬▬ ▬▬▬▬▬ ▬▬ ▬▬▬▬ ▬▬▬ ▬▬▬▬▬ ▬▬ ▬▬▬▬▬ ▬▬▬ ▬▬▬▬ ▬▬▬ ▬▬▬▬▬ ▬▬ ▬▬▬▬ ▬▬▬▬ ▬▬▬▬▬ ▬▬ ▬▬▬▬ ▬▬▬▬ ▬▬▬▬▬ ▬▬▬ ▬▬▬▬ ▬▬▬ ▬▬▬▬▬ ▬▬ ▬▬▬▬ ▬▬▬ ▬▬▬▬▬ ▬▬ ▬▬▬▬ ▬▬▬▬▬ ▬▬▬ ▬▬▬▬ ▬▬▬ ▬▬▬▬▬ ▬▬ ▬▬▬▬ ▬▬▬▬ ▬▬▬▬▬ ▬▬ ▬▬▬▬ ▬▬▬ ▬▬▬▬ ▬▬▬▬▬ ▬▬ ▬▬▬▬ ▬▬▬ ▬▬▬▬▬ ▬▬ ▬▬▬▬ ▬▬▬ ▬▬▬▬▬ ▬▬ ▬▬▬▬ ▬▬▬▬▬ ▬▬▬ ▬▬▬▬ ▬▬▬ ▬▬▬▬▬ ▬▬ ▬▬▬▬ ▬▬▬▬ ▬▬▬▬▬ ▬▬ bbox=[190, 1559, 535, 1842]
article-kicker: Salonní kvartet v kavárně Slavia. bbox=[190, 743, 472, 760]
news-dateline: Tel. - Z Aquily, 13. ledna. bbox=[983, 1552, 1211, 1572]
page-number: Strana 4 bbox=[203, 82, 314, 110]
article-kicker: Časové hříčky pařížské. bbox=[545, 1495, 761, 1513]
body-text: ▬▬▬▬ ▬▬▬▬ ▬▬▬▬▬ ▬▬ ▬▬▬▬ ▬▬▬ ▬▬▬▬ ▬▬▬▬▬ ▬▬ bbox=[920, 1716, 1274, 1752]
body-text: ▬▬▬▬ ▬▬▬▬ ▬▬▬▬▬ ▬▬ ▬▬▬▬ ▬▬▬ ▬▬▬▬ ▬▬▬▬▬ ▬▬ ▬▬▬▬ ▬▬▬ ▬▬▬▬▬ ▬▬ ▬▬▬▬ ▬▬▬▬▬ ▬▬▬ ▬▬▬▬ ▬▬ ▬▬▬▬▬ ▬▬▬ ▬▬▬▬ ▬▬▬▬▬ ▬▬ ▬▬▬▬ ▬▬▬ ▬▬▬▬▬ ▬▬ ▬▬▬▬▬ ▬▬▬ ▬▬▬▬ ▬▬▬ ▬▬▬▬▬ ▬▬ ▬▬▬▬ ▬▬▬▬ ▬▬▬▬▬ ▬▬ ▬▬▬▬ ▬▬▬▬ ▬▬▬▬▬ ▬▬▬ ▬▬▬▬ ▬▬▬ ▬▬▬▬▬ ▬▬ ▬▬▬▬ ▬▬▬ ▬▬▬▬▬ ▬▬ ▬▬▬▬ ▬▬▬▬▬ ▬▬▬ ▬▬▬▬ ▬▬▬ ▬▬▬▬▬ ▬▬ ▬▬▬▬ ▬▬▬▬ ▬▬▬▬▬ ▬▬ ▬▬▬▬ ▬▬▬ ▬▬▬▬ ▬▬▬▬▬ ▬▬ ▬▬▬▬ ▬▬▬ ▬▬▬▬▬ ▬▬ ▬▬▬▬ ▬▬▬ ▬▬▬▬▬ ▬▬ ▬▬▬▬ ▬▬▬▬▬ ▬▬▬ ▬▬▬▬ ▬▬▬ ▬▬▬▬▬ ▬▬ ▬▬▬▬ ▬▬▬▬ ▬▬▬▬▬ ▬▬ bbox=[1287, 1886, 1658, 2150]
